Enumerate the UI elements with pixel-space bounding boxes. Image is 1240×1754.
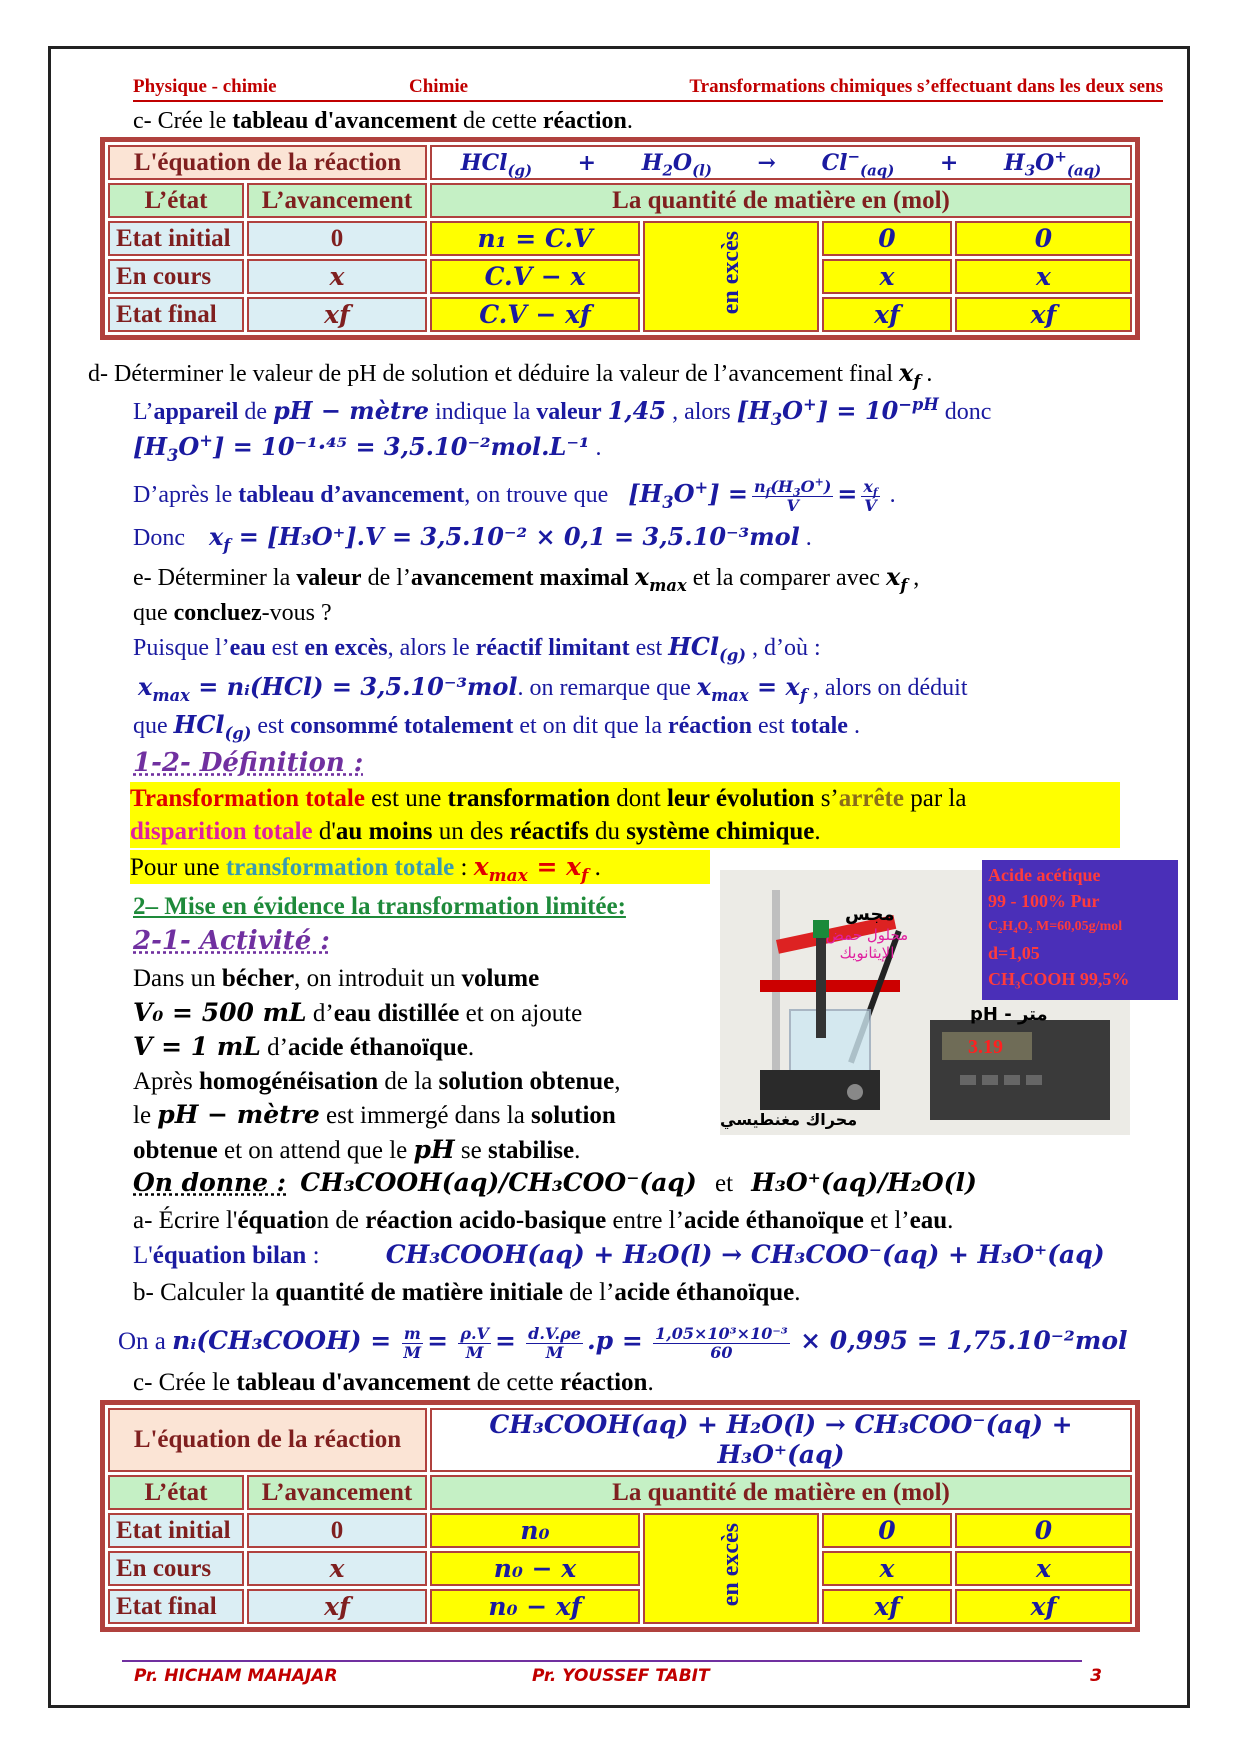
text: est xyxy=(629,635,669,661)
text: . xyxy=(814,818,821,845)
question-c1 xyxy=(133,106,633,136)
label-line: d=1,05 xyxy=(988,943,1040,963)
row-state: Etat initial xyxy=(108,1513,244,1548)
cell-base: 0 xyxy=(822,1513,952,1548)
stirrer-label: محراك مغنطيسي xyxy=(720,1110,858,1129)
text: et la comparer avec xyxy=(686,565,886,591)
text: n de xyxy=(316,1207,366,1234)
quantity-header: La quantité de matière en (mol) xyxy=(430,1475,1132,1510)
text: par la xyxy=(903,785,967,812)
answer-d-line1: L’appareil de pH − mètre indique la valeur 1,45 , alors $[H_3O^+] = 10^{-pH}$ donc xyxy=(133,395,992,429)
text: réaction xyxy=(667,713,752,739)
activity-text xyxy=(133,962,621,1167)
text: d' xyxy=(312,818,336,845)
cell-h3o: xf xyxy=(955,297,1132,332)
text: eau xyxy=(229,635,266,661)
page-footer xyxy=(122,1660,1102,1686)
acetic-acid-label xyxy=(982,860,1178,1000)
text: . xyxy=(805,525,812,551)
text: volume xyxy=(461,965,540,992)
text: V = 1 mL xyxy=(133,1032,261,1061)
text: . xyxy=(588,854,601,881)
cell-h3o: xf xyxy=(955,1589,1132,1624)
text: c- Crée le xyxy=(133,1369,237,1396)
text: Après xyxy=(133,1067,199,1095)
text: M xyxy=(465,1342,484,1362)
text: M xyxy=(545,1342,564,1362)
text: réactifs xyxy=(509,818,589,845)
text: .p = xyxy=(586,1326,643,1355)
answer-b: On a nᵢ(CH₃COOH) = $\frac{m}{M}$ = $\frac{\rho.V}{M}$ = $\frac{d.V.\rho e}{M}$ .p = $\frac{\text{1,05×10³×10⁻³}}{60}$ × 0,995 = 1,75.10⁻²mol xyxy=(118,1323,1128,1362)
text: est xyxy=(265,635,305,661)
question-b xyxy=(133,1278,801,1308)
row-adv: xf xyxy=(247,297,427,332)
text: d’ xyxy=(260,1034,288,1061)
definition-box xyxy=(130,782,1120,848)
text: 1,05×10³×10⁻³ xyxy=(655,1323,788,1343)
text: de l’ xyxy=(563,1279,615,1306)
excess-cell xyxy=(643,221,819,332)
footer-author-2: Pr. YOUSSEF TABIT xyxy=(532,1666,710,1686)
text: obtenue xyxy=(133,1136,218,1164)
text: pH xyxy=(413,1134,455,1164)
text: et xyxy=(714,1170,734,1197)
text: . xyxy=(595,435,602,461)
answer-e-line1: Puisque l’eau est en excès, alors le réactif limitant est HCl$_{(g)}$ , d’où : xyxy=(133,632,821,665)
text: équation bilan xyxy=(152,1242,307,1269)
definition-title: 1-2- Définition : xyxy=(133,748,364,778)
text: que xyxy=(133,713,174,739)
question-d: d- Déterminer le valeur de pH de solution et déduire la valeur de l’avancement final $x_f$ . xyxy=(88,358,933,391)
text: homogénéisation xyxy=(198,1067,379,1095)
cell-acid: n₀ − x xyxy=(430,1551,640,1586)
text: avancement maximal xyxy=(410,565,629,591)
question-e-line2 xyxy=(133,598,332,628)
page-number: 3 xyxy=(1090,1666,1102,1686)
text: en excès xyxy=(304,635,388,661)
text: solution obtenue xyxy=(438,1067,615,1095)
given-couples xyxy=(133,1168,977,1199)
state-header: L’état xyxy=(108,1475,244,1510)
equation-cell: CH₃COOH(aq) + H₂O(l) → CH₃COO⁻(aq) + H₃O⁺(aq) xyxy=(430,1408,1132,1472)
text: nᵢ(CH₃COOH) = xyxy=(172,1326,392,1355)
text: donc xyxy=(944,399,992,425)
ph-display: 3.19 xyxy=(968,1036,1003,1058)
text: , on introduit un xyxy=(294,965,462,992)
text: quantité de matière initiale xyxy=(275,1279,564,1306)
text: -vous ? xyxy=(261,600,332,626)
text: solution xyxy=(531,1102,616,1129)
text: Donc xyxy=(133,525,185,551)
answer-d-line4: Donc $x_f = [H_3O^+].V = 3,5.10^{-2} \times 0,1 = 3,5.10^{-3}mol$ . xyxy=(133,522,812,555)
text: , xyxy=(614,1067,621,1095)
excess-cell xyxy=(643,1513,819,1624)
cell-h3o: x xyxy=(955,1551,1132,1586)
text: totale xyxy=(790,713,848,739)
text: . xyxy=(467,1034,475,1061)
cell-cl: x xyxy=(822,259,952,294)
text: , xyxy=(907,565,920,591)
activity-line xyxy=(133,1065,621,1099)
page-header xyxy=(133,76,1163,102)
text: D’après le xyxy=(133,482,239,508)
text: concluez xyxy=(173,600,262,626)
text: , alors xyxy=(666,399,737,425)
text: de l’ xyxy=(361,565,411,591)
row-state: En cours xyxy=(108,1551,244,1586)
text: pH − mètre xyxy=(157,1100,320,1129)
activity-line xyxy=(133,1030,621,1065)
text: . xyxy=(626,108,633,134)
text: au moins xyxy=(335,818,433,845)
activity-title: 2-1- Activité : xyxy=(133,926,330,956)
text: V₀ = 500 mL xyxy=(133,997,307,1027)
cell-base: xf xyxy=(822,1589,952,1624)
equation-label: L'équation de la réaction xyxy=(108,1408,427,1472)
text: Puisque l’ xyxy=(133,635,230,661)
cell-hcl: C.V − xf xyxy=(430,297,640,332)
text: leur évolution xyxy=(666,785,815,812)
text: de xyxy=(238,399,274,425)
text: équatio xyxy=(237,1207,317,1234)
cell-cl: xf xyxy=(822,297,952,332)
equation-label: L'équation de la réaction xyxy=(108,145,427,180)
text: tableau d'avancement xyxy=(232,108,457,134)
progress-table-1 xyxy=(100,137,1140,340)
text: , alors le xyxy=(387,635,476,661)
activity-line xyxy=(133,962,621,996)
text: Dans un xyxy=(133,965,222,992)
row-state: Etat final xyxy=(108,297,244,332)
text: est xyxy=(251,713,291,739)
text: 60 xyxy=(710,1342,733,1362)
text: . xyxy=(794,1279,801,1306)
text: système chimique xyxy=(626,818,815,845)
cell-hcl: n₁ = C.V xyxy=(430,221,640,256)
text: de cette xyxy=(456,108,543,134)
text: de cette xyxy=(470,1369,560,1396)
text: réaction acido-basique xyxy=(365,1207,607,1234)
text: e- Déterminer la xyxy=(133,565,297,591)
text: valeur xyxy=(296,565,362,591)
label-line: 99 - 100% Pur xyxy=(988,891,1100,911)
activity-line xyxy=(133,1098,621,1133)
label-line: Acide acétique xyxy=(988,865,1101,885)
footer-author-1: Pr. HICHAM MAHAJAR xyxy=(134,1666,338,1686)
cell-h3o: 0 xyxy=(955,1513,1132,1548)
text: se xyxy=(454,1136,488,1164)
text: transformation totale xyxy=(225,854,455,881)
text: indique la xyxy=(428,399,537,425)
text: , d’où : xyxy=(745,635,821,661)
text: stabilise xyxy=(487,1136,575,1164)
text: est immergé dans la xyxy=(319,1102,532,1129)
cell-hcl: C.V − x xyxy=(430,259,640,294)
text: 1,45 xyxy=(607,396,667,425)
text: acide éthanoïque xyxy=(287,1034,468,1061)
header-chapter: Transformations chimiques s’effectuant dans les deux sens xyxy=(689,76,1163,97)
text: valeur xyxy=(536,399,602,425)
progress-table-2 xyxy=(100,1400,1140,1632)
text: b- Calculer la xyxy=(133,1279,276,1306)
cell-h3o: 0 xyxy=(955,221,1132,256)
text: un des xyxy=(432,818,510,845)
cell-acid: n₀ − xf xyxy=(430,1589,640,1624)
text: acide éthanoïque xyxy=(683,1207,864,1234)
text: et on attend que le xyxy=(217,1136,414,1164)
text: : xyxy=(306,1242,320,1269)
text: . xyxy=(574,1136,581,1164)
cell-cl: 0 xyxy=(822,221,952,256)
text: du xyxy=(588,818,627,845)
answer-e-line2: $x_{max}$ = nᵢ(HCl) = 3,5.10⁻³mol. on remarque que $x_{max} = x_f$ , alors on déduit xyxy=(138,672,968,705)
cell-base: x xyxy=(822,1551,952,1586)
text: de la xyxy=(378,1067,439,1095)
text: tableau d’avancement xyxy=(238,482,465,508)
label-line: C₂H₄O₂ M=60,05g/mol xyxy=(988,919,1123,934)
text: M xyxy=(403,1342,422,1362)
answer-d-line3: D’après le tableau d’avancement, on trouve que $[H_3O^+]$ = $\frac{n_f(H_3O^+)}{V}$ = $\frac{x_f}{V}$ . xyxy=(133,475,896,515)
text: : xyxy=(454,854,474,881)
text: . xyxy=(647,1369,654,1396)
text: = 10⁻¹·⁴⁵ = 3,5.10⁻²mol.L⁻¹ xyxy=(232,432,590,461)
text: × 0,995 = 1,75.10⁻²mol xyxy=(800,1326,1128,1355)
ph-meter-label: pH - متر xyxy=(970,1004,1048,1025)
text: c- Crée le xyxy=(133,108,233,134)
quantity-header: La quantité de matière en (mol) xyxy=(430,183,1132,218)
text: réaction xyxy=(559,1369,648,1396)
text: tableau d'avancement xyxy=(236,1369,471,1396)
text: acide éthanoïque xyxy=(614,1279,795,1306)
question-c2 xyxy=(133,1368,654,1398)
row-adv: x xyxy=(247,259,427,294)
activity-line xyxy=(133,1133,621,1168)
text: dont xyxy=(610,785,667,812)
text: , on trouve que xyxy=(464,482,609,508)
answer-e-line3: que HCl$_{(g)}$ est consommé totalement et on dit que la réaction est totale . xyxy=(133,710,860,743)
beaker-label: مجس xyxy=(845,904,895,925)
header-subject: Physique - chimie xyxy=(133,76,277,97)
text: réactif limitant xyxy=(475,635,630,661)
text: d’ xyxy=(306,999,334,1027)
activity-line xyxy=(133,996,621,1031)
label-line: CH₃COOH 99,5% xyxy=(988,969,1130,989)
solution-label: محلول حمض الإيثانويك xyxy=(825,926,909,962)
text: le xyxy=(133,1102,158,1129)
text: d.V.ρe xyxy=(528,1323,581,1343)
question-e: e- Déterminer la valeur de l’avancement maximal $x_{max}$ et la comparer avec $x_f$ , xyxy=(133,562,920,595)
text: On a xyxy=(118,1328,166,1355)
text: Transformation totale xyxy=(130,785,365,812)
text: et l’ xyxy=(863,1207,910,1234)
text: . xyxy=(847,713,860,739)
text: d- Déterminer le valeur de pH de solution et déduire la valeur de l’avancement final xyxy=(88,361,893,387)
text: entre l’ xyxy=(606,1207,684,1234)
advancement-header: L’avancement xyxy=(247,183,427,218)
answer-a xyxy=(133,1240,1105,1271)
excess-label: en excès xyxy=(718,230,744,315)
answer-d-line2: $[H_3O^+] = 10^{-1}\cdot^{45} = 3,5.10^{-2}mol.L^{-1}$ . xyxy=(133,431,602,465)
text: m xyxy=(403,1323,421,1343)
cell-h3o: x xyxy=(955,259,1132,294)
header-branch: Chimie xyxy=(409,76,469,97)
text: a- Écrire l' xyxy=(133,1207,238,1234)
text: CH₃COOH(aq)/CH₃COO⁻(aq) xyxy=(300,1168,697,1197)
text: bécher xyxy=(221,965,295,992)
text: consommé totalement xyxy=(290,713,514,739)
text: est une xyxy=(364,785,448,812)
text: est xyxy=(751,713,791,739)
text: L' xyxy=(133,1242,153,1269)
advancement-header: L’avancement xyxy=(247,1475,427,1510)
text: = [H₃O⁺].V = 3,5.10⁻² × 0,1 = 3,5.10⁻³mol xyxy=(238,522,800,551)
text: = nᵢ(HCl) = 3,5.10⁻³mol xyxy=(198,672,518,701)
text: ρ.V xyxy=(460,1323,489,1343)
text: arrête xyxy=(838,785,904,812)
state-header: L’état xyxy=(108,183,244,218)
equation-cell: HCl$_{(g)}$ + $H_2O_{(l)}$ → $Cl^-_{(aq)}$ + $H_3O^+_{(aq)}$ xyxy=(430,145,1132,180)
cell-acid: n₀ xyxy=(430,1513,640,1548)
row-adv: xf xyxy=(247,1589,427,1624)
text: On donne : xyxy=(133,1168,287,1197)
text: et on dit que la xyxy=(513,713,668,739)
row-state: Etat initial xyxy=(108,221,244,256)
text: . on remarque que xyxy=(517,675,697,701)
section-2-title: 2– Mise en évidence la transformation limitée: xyxy=(133,893,626,920)
text: disparition totale xyxy=(130,818,313,845)
row-state: Etat final xyxy=(108,1589,244,1624)
excess-label: en excès xyxy=(718,1522,744,1607)
text: . xyxy=(947,1207,954,1234)
text: appareil xyxy=(153,399,239,425)
text: et on ajoute xyxy=(459,999,583,1027)
text: L’ xyxy=(133,399,154,425)
text: s’ xyxy=(814,785,839,812)
row-adv: x xyxy=(247,1551,427,1586)
text: eau distillée xyxy=(333,999,460,1027)
text: réaction xyxy=(542,108,627,134)
row-state: En cours xyxy=(108,259,244,294)
text: eau xyxy=(909,1207,948,1234)
row-adv: 0 xyxy=(247,221,427,256)
text: que xyxy=(133,600,174,626)
text: . xyxy=(926,361,933,387)
text: , alors on déduit xyxy=(806,675,968,701)
row-adv: 0 xyxy=(247,1513,427,1548)
text: transformation xyxy=(447,785,611,812)
question-a xyxy=(133,1206,953,1236)
total-transformation-note: Pour une transformation totale : $x_{max} = x_f$ . xyxy=(130,850,710,884)
text: CH₃COOH(aq) + H₂O(l) → CH₃COO⁻(aq) + H₃O⁺(aq) xyxy=(385,1240,1105,1269)
text: H₃O⁺(aq)/H₂O(l) xyxy=(751,1168,977,1197)
text: Pour une xyxy=(130,854,226,881)
